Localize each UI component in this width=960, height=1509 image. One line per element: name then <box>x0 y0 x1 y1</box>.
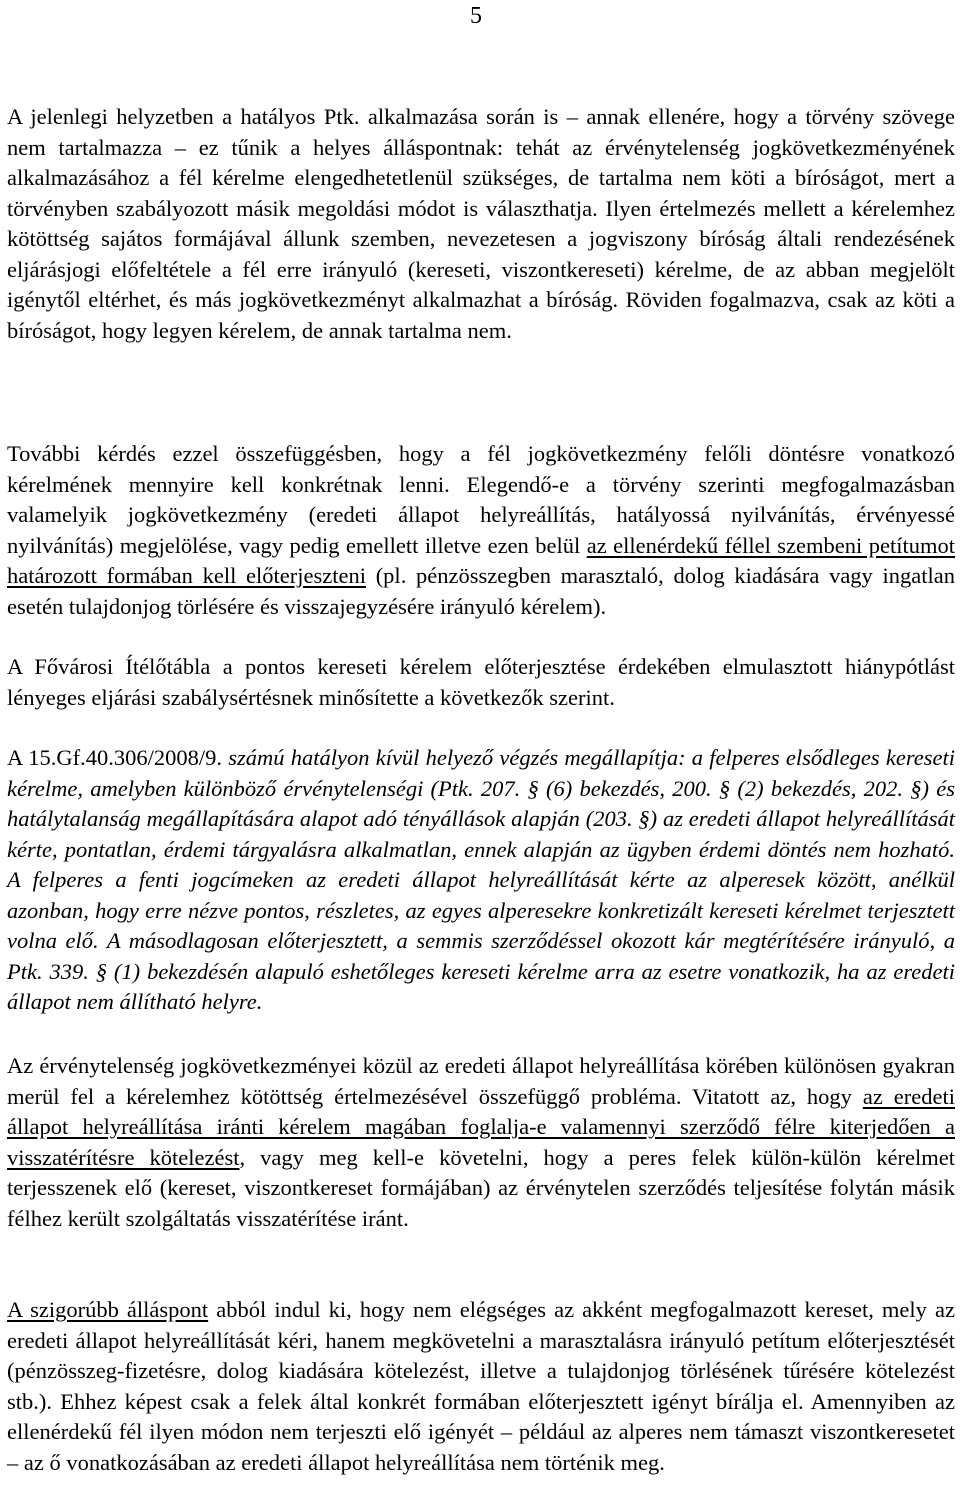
paragraph-5-text-a: Az érvénytelenség jogkövetkezményei közül az eredeti állapot helyreállítása körében különösen gyakran merül fel a kérelemhez kötöttség értelmezésével összefüggő probléma. Vitatott az, hogy <box>7 1053 955 1109</box>
paragraph-3-text: A Fővárosi Ítélőtábla a pontos kereseti kérelem előterjesztése érdekében elmulasztott hiánypótlást lényeges eljárási szabálysértésnek minősítette a következők szerint. <box>7 654 955 710</box>
paragraph-2 <box>7 439 955 622</box>
paragraph-5-underlined-text: az eredeti állapot helyreállítása iránti kérelem magában foglalja-e valamennyi szerződő félre kiterjedően a visszatérítésre kötelezést <box>7 1083 956 1170</box>
paragraph-6-text: abból indul ki, hogy nem elégséges az akként megfogalmazott kereset, mely az eredeti állapot helyreállítását kéri, hanem megkövetelni a marasztalásra irányuló petítum előterjesztését (pénzösszeg-fizetésre, dolog kiadására kötelezést, illetve a tulajdonjog törlésének tűrésére kötelezést stb.). Ehhez képest csak a felek által konkrét formában előterjesztett igényt bírálja el. Amennyiben az ellenérdekű fél ilyen módon nem terjeszti elő igényét – például az alperes nem támaszt viszontkeresetet – az ő vonatkozásában az eredeti állapot helyreállítása nem történik meg. <box>7 1297 955 1475</box>
paragraph-5-text-b: , vagy meg kell-e követelni, hogy a peres felek külön-külön kérelmet terjesszenek elő (kereset, viszontkereset formájában) az érvénytelen szerződés teljesítése folytán másik félhez került szolgáltatás visszatérítése iránt. <box>7 1144 956 1231</box>
paragraph-4-italic-text: számú hatályon kívül helyező végzés megállapítja: a felperes elsődleges kereseti kérelme, amelyben különböző érvénytelenségi (Ptk. 207. § (6) bekezdés, 200. § (2) bekezdés, 202. §) és hatálytalanság megállapítására alapot adó tényállások alapján (203. §) az eredeti állapot helyreállítását kérte, pontatlan, érdemi tárgyalásra alkalmatlan, ennek alapján az ügyben érdemi döntés nem hozható. A felperes a fenti jogcímeken az eredeti állapot helyreállítását kérte az alperesek között, anélkül azonban, hogy erre nézve pontos, részletes, az egyes alperesekre konkretizált kereseti kérelmet terjesztett volna elő. A másodlagosan előterjesztett, a semmis szerződéssel okozott kár megtérítésére irányuló, a Ptk. 339. § (1) bekezdésén alapuló eshetőleges kereseti kérelme arra az esetre vonatkozik, ha az eredeti állapot nem állítható helyre. <box>7 745 955 1014</box>
paragraph-1 <box>7 102 955 346</box>
paragraph-6-underlined-text: A szigorúbb álláspont <box>7 1297 209 1322</box>
paragraph-6 <box>7 1295 955 1478</box>
paragraph-5 <box>7 1051 955 1234</box>
paragraph-1-text: A jelenlegi helyzetben a hatályos Ptk. alkalmazása során is – annak ellenére, hogy a törvény szövege nem tartalmazza – ez tűnik a helyes álláspontnak: tehát az érvénytelenség jogkövetkezményének alkalmazásához a fél kérelme elengedhetetlenül szükséges, de tartalma nem köti a bíróságot, mert a törvényben szabályozott másik megoldási módot is választhatja. Ilyen értelmezés mellett a kérelemhez kötöttség sajátos formájával állunk szemben, nevezetesen a jogviszony bíróság általi rendezésének eljárásjogi előfeltétele a fél erre irányuló (kereseti, viszontkereseti) kérelme, de az abban megjelölt igénytől eltérhet, és más jogkövetkezményt alkalmazhat a bíróság. Röviden fogalmazva, csak az köti a bíróságot, hogy legyen kérelem, de annak tartalma nem. <box>7 104 955 343</box>
paragraph-2-text-a: További kérdés ezzel összefüggésben, hogy a fél jogkövetkezmény felőli döntésre vonatkozó kérelmének mennyire kell konkrétnak lenni. Elegendő-e a törvény szerinti megfogalmazásban valamelyik jogkövetkezmény (eredeti állapot helyreállítás, hatályossá nyilvánítás, érvényessé nyilvánítás) megjelölése, vagy pedig emellett illetve ezen belül <box>7 441 955 558</box>
paragraph-2-text-b: (pl. pénzösszegben marasztaló, dolog kiadására vagy ingatlan esetén tulajdonjog törlésére és visszajegyzésére irányuló kérelem). <box>7 563 955 619</box>
paragraph-2-underlined-text: az ellenérdekű féllel szembeni petítumot határozott formában kell előterjeszteni <box>7 532 955 588</box>
page-number: 5 <box>470 3 482 29</box>
paragraph-3 <box>7 652 955 713</box>
paragraph-4 <box>7 743 955 1018</box>
case-number: A 15.Gf.40.306/2008/9. <box>7 745 222 770</box>
